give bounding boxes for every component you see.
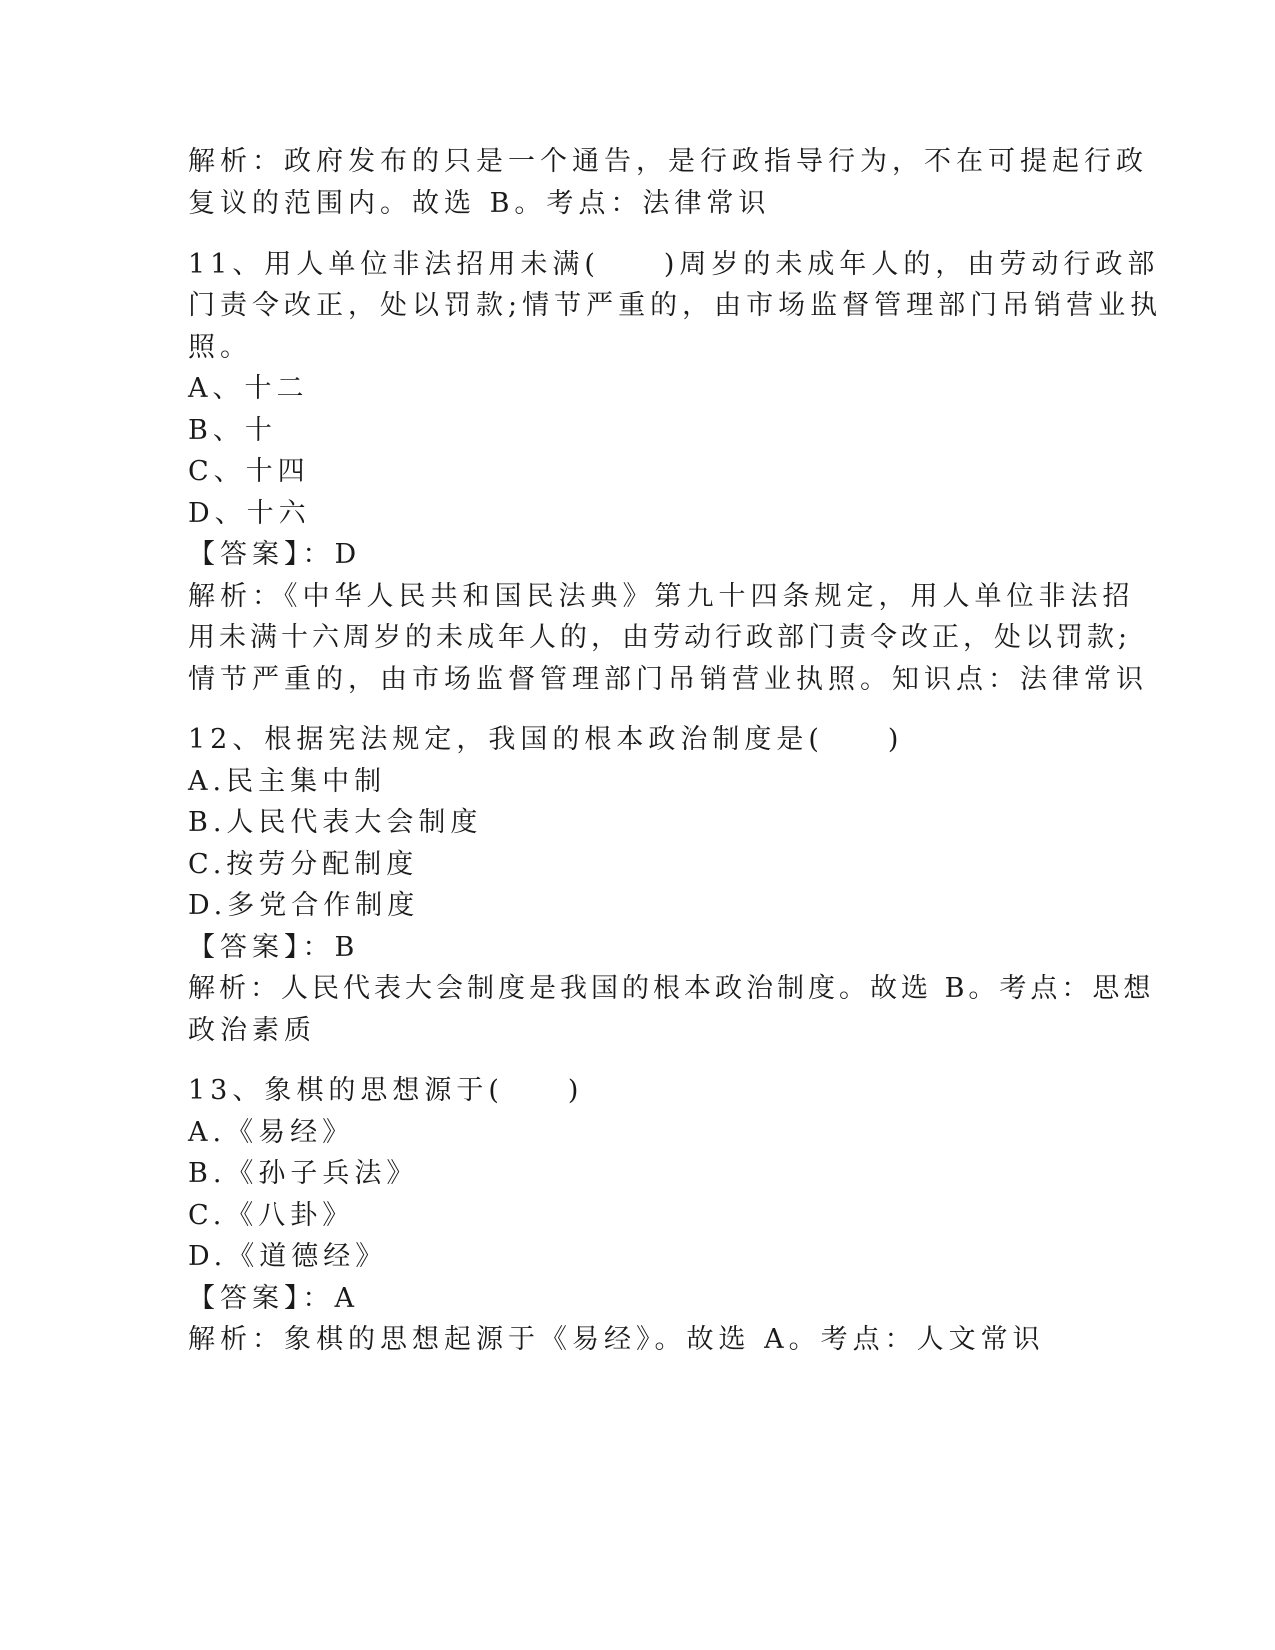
q13-option-b: B.《孙子兵法》 — [188, 1158, 419, 1189]
q11-stem-line-3: 照。 — [188, 332, 252, 363]
q12-analysis-line-2: 政治素质 — [188, 1015, 316, 1046]
q13-stem-line-1: 13、象棋的思想源于( ) — [188, 1075, 584, 1106]
q11-stem-line-2: 门责令改正，处以罚款;情节严重的，由市场监督管理部门吊销营业执 — [188, 290, 1163, 321]
q11-option-d: D、十六 — [188, 498, 311, 529]
q13-option-d: D.《道德经》 — [188, 1241, 388, 1272]
q11-answer: 【答案】：D — [188, 539, 362, 570]
q12-option-d: D.多党合作制度 — [188, 890, 420, 921]
q13-answer: 【答案】：A — [188, 1283, 359, 1314]
q11-option-c: C、十四 — [188, 456, 310, 487]
q12-option-c: C.按劳分配制度 — [188, 849, 419, 880]
q11-option-b: B、十 — [188, 415, 277, 446]
prev-analysis-line-2: 复议的范围内。故选 B。考点：法律常识 — [188, 188, 771, 219]
q12-analysis-line-1: 解析：人民代表大会制度是我国的根本政治制度。故选 B。考点：思想 — [188, 973, 1155, 1004]
q12-answer: 【答案】：B — [188, 932, 360, 963]
q11-option-a: A、十二 — [188, 373, 309, 404]
q13-analysis-line-1: 解析：象棋的思想起源于《易经》。故选 A。考点：人文常识 — [188, 1324, 1045, 1355]
q13-option-a: A.《易经》 — [188, 1117, 355, 1148]
q12-option-b: B.人民代表大会制度 — [188, 807, 483, 838]
prev-analysis-line-1: 解析：政府发布的只是一个通告，是行政指导行为，不在可提起行政 — [188, 146, 1148, 177]
q11-stem-line-1: 11、用人单位非法招用未满( )周岁的未成年人的，由劳动行政部 — [188, 249, 1160, 280]
q11-analysis-line-3: 情节严重的，由市场监督管理部门吊销营业执照。知识点：法律常识 — [188, 664, 1148, 695]
q12-stem-line-1: 12、根据宪法规定，我国的根本政治制度是( ) — [188, 724, 904, 755]
q11-analysis-line-2: 用未满十六周岁的未成年人的，由劳动行政部门责令改正，处以罚款; — [188, 622, 1132, 653]
q11-analysis-line-1: 解析：《中华人民共和国民法典》第九十四条规定，用人单位非法招 — [188, 581, 1135, 612]
q13-option-c: C.《八卦》 — [188, 1200, 355, 1231]
q12-option-a: A.民主集中制 — [188, 766, 387, 797]
